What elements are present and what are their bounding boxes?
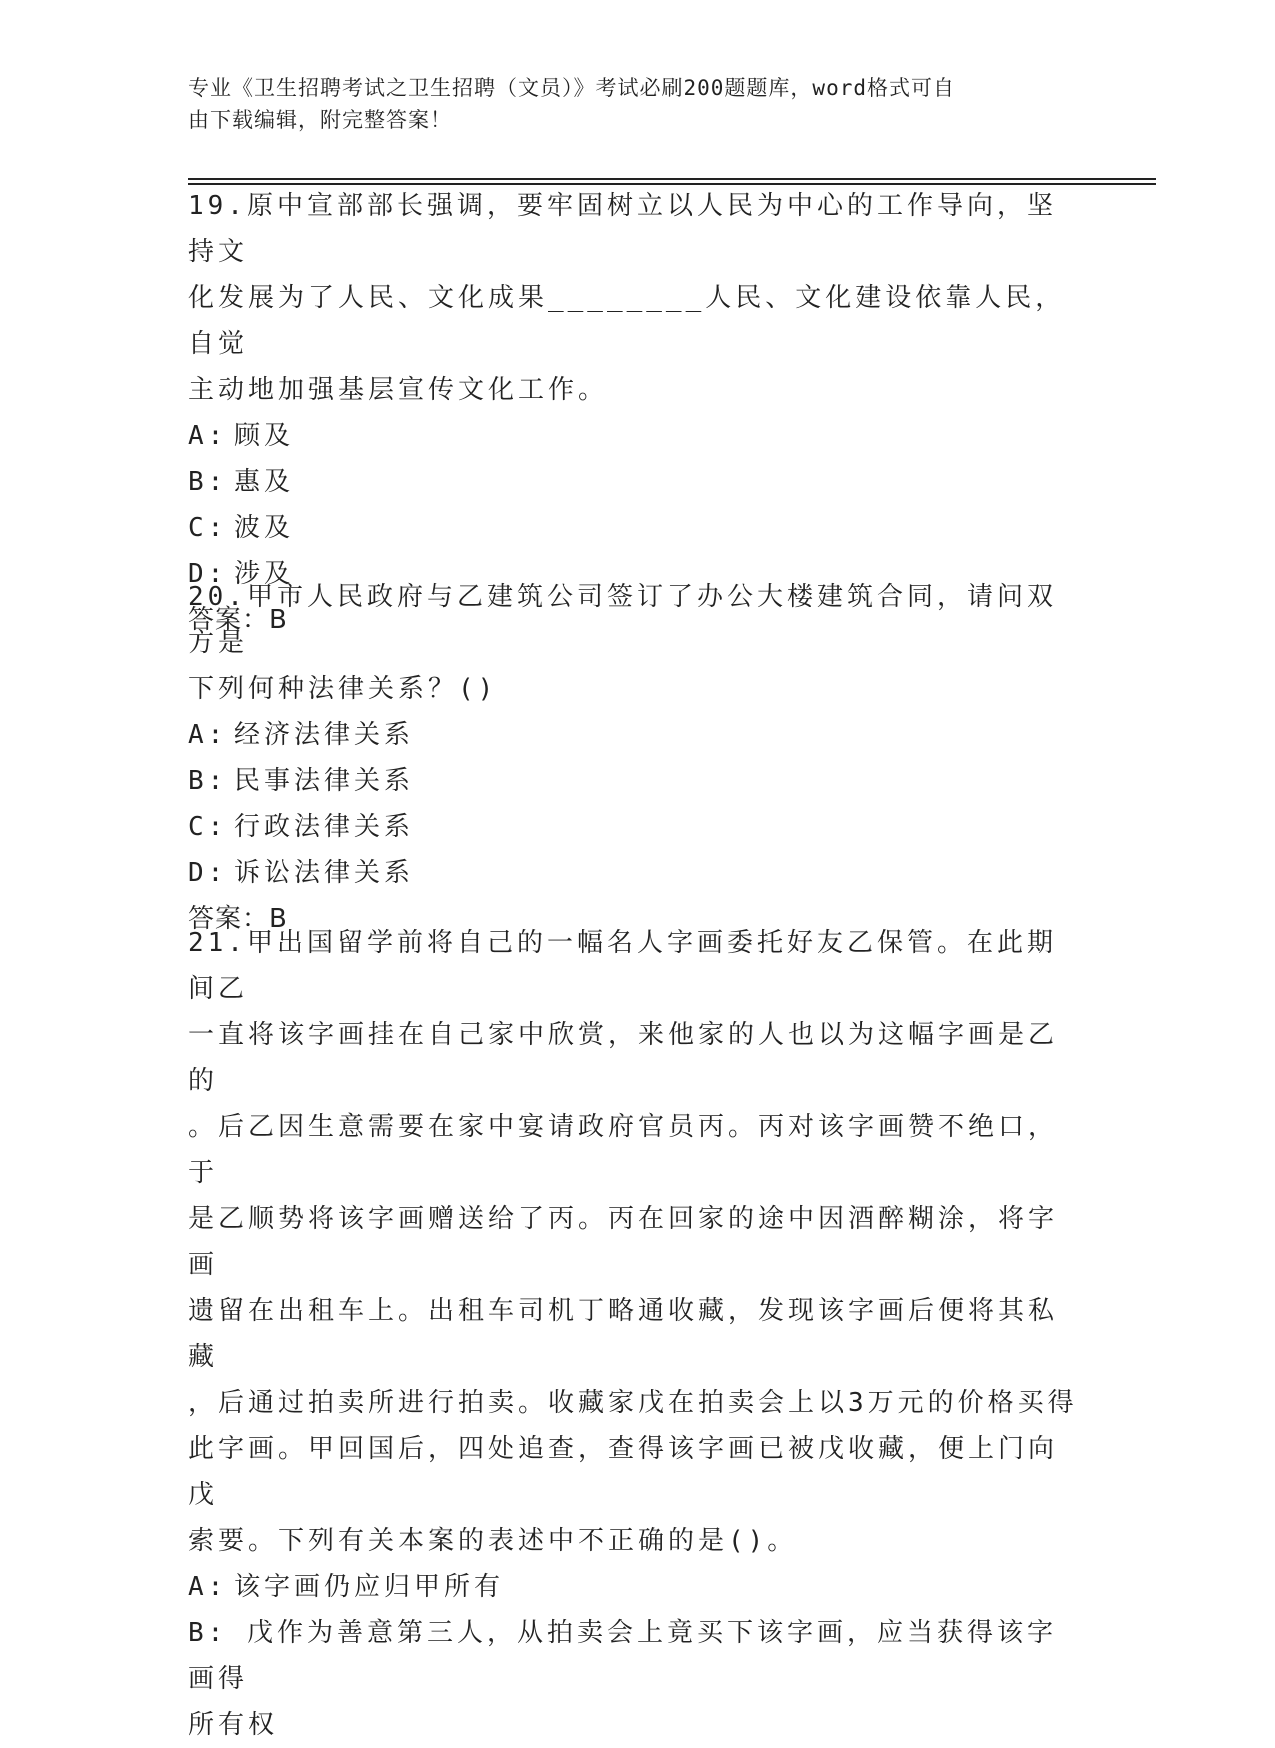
option-a bbox=[188, 712, 1078, 758]
option-label: C: bbox=[188, 513, 228, 543]
question-line: 一直将该字画挂在自己家中欣赏，来他家的人也以为这幅字画是乙的 bbox=[188, 1020, 1059, 1096]
question-text bbox=[188, 183, 1078, 413]
option-text: 顾及 bbox=[234, 421, 295, 451]
option-text: 经济法律关系 bbox=[234, 720, 415, 750]
document-header bbox=[188, 72, 1088, 136]
option-label: A: bbox=[188, 1572, 228, 1602]
option-text: 波及 bbox=[234, 513, 295, 543]
question-line: 遗留在出租车上。出租车司机丁略通收藏，发现该字画后便将其私藏 bbox=[188, 1296, 1059, 1372]
answer-line: 答案：B bbox=[188, 904, 288, 934]
option-text: 民事法律关系 bbox=[234, 766, 415, 796]
question-line: 索要。下列有关本案的表述中不正确的是()。 bbox=[188, 1526, 798, 1556]
option-label: D: bbox=[188, 858, 228, 888]
option-b bbox=[188, 1610, 1078, 1748]
header-rule-top bbox=[188, 178, 1156, 180]
option-a bbox=[188, 413, 1078, 459]
option-line: 所有权 bbox=[188, 1710, 279, 1740]
option-a bbox=[188, 1564, 1078, 1610]
question-20 bbox=[188, 574, 1078, 942]
option-label: B: bbox=[188, 766, 228, 796]
header-line-1: 专业《卫生招聘考试之卫生招聘（文员）》考试必刷200题题库，word格式可自 bbox=[188, 76, 955, 100]
question-line: 。后乙因生意需要在家中宴请政府官员丙。丙对该字画赞不绝口，于 bbox=[188, 1112, 1059, 1188]
option-text: 行政法律关系 bbox=[234, 812, 415, 842]
option-label: C: bbox=[188, 812, 228, 842]
header-line-2: 由下载编辑，附完整答案！ bbox=[188, 108, 452, 132]
question-line: ，后通过拍卖所进行拍卖。收藏家戊在拍卖会上以3万元的价格买得 bbox=[188, 1388, 1078, 1418]
option-label: D: bbox=[188, 559, 228, 589]
question-line: 主动地加强基层宣传文化工作。 bbox=[188, 375, 609, 405]
question-21 bbox=[188, 920, 1078, 1748]
question-line: 此字画。甲回国后，四处追查，查得该字画已被戊收藏，便上门向戊 bbox=[188, 1434, 1059, 1510]
option-label: A: bbox=[188, 720, 228, 750]
option-text: 该字画仍应归甲所有 bbox=[234, 1572, 505, 1602]
option-c bbox=[188, 505, 1078, 551]
option-b bbox=[188, 459, 1078, 505]
question-line: 20.甲市人民政府与乙建筑公司签订了办公大楼建筑合同，请问双方是 bbox=[188, 582, 1057, 658]
option-text: 惠及 bbox=[234, 467, 295, 497]
question-text bbox=[188, 920, 1078, 1564]
question-line: 21.甲出国留学前将自己的一幅名人字画委托好友乙保管。在此期间乙 bbox=[188, 928, 1057, 1004]
option-text: 涉及 bbox=[234, 559, 295, 589]
option-label: A: bbox=[188, 421, 228, 451]
question-line: 19.原中宣部部长强调，要牢固树立以人民为中心的工作导向，坚持文 bbox=[188, 191, 1057, 267]
question-line: 下列何种法律关系？() bbox=[188, 674, 498, 704]
question-text bbox=[188, 574, 1078, 712]
option-line: B: 戊作为善意第三人，从拍卖会上竟买下该字画，应当获得该字画得 bbox=[188, 1618, 1057, 1694]
question-line: 化发展为了人民、文化成果________人民、文化建设依靠人民，自觉 bbox=[188, 283, 1066, 359]
option-text: 诉讼法律关系 bbox=[234, 858, 415, 888]
option-d bbox=[188, 850, 1078, 896]
option-b bbox=[188, 758, 1078, 804]
option-label: B: bbox=[188, 467, 228, 497]
question-line: 是乙顺势将该字画赠送给了丙。丙在回家的途中因酒醉糊涂，将字画 bbox=[188, 1204, 1059, 1280]
option-c bbox=[188, 804, 1078, 850]
answer-line: 答案：B bbox=[188, 605, 288, 635]
